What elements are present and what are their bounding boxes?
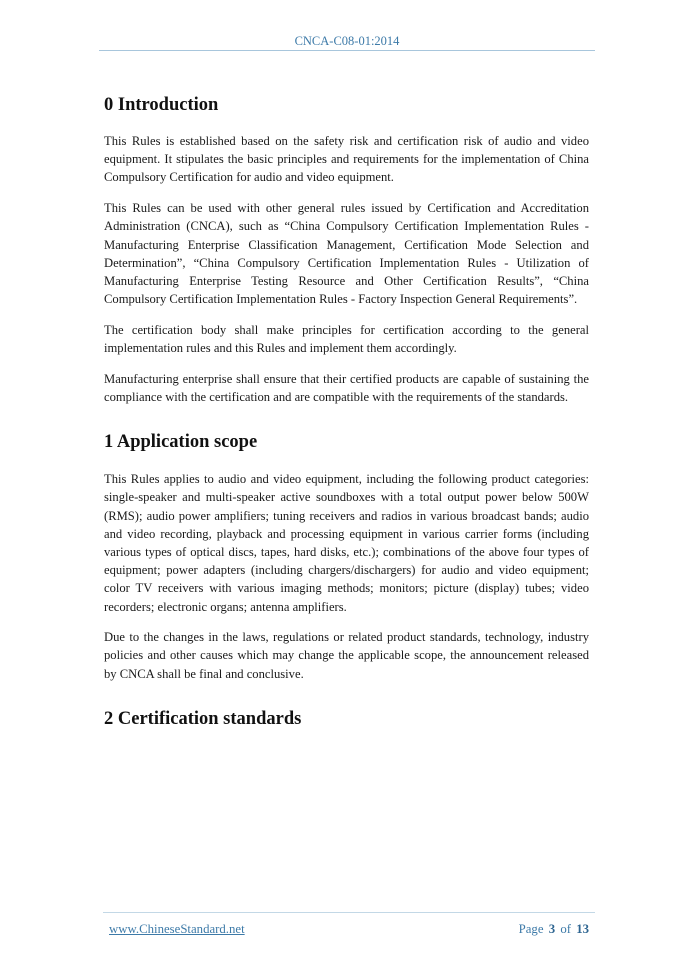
paragraph: This Rules is established based on the safety risk and certification risk of audio and video equipment. It stipulates the basic principles and requirements for the implementation of China Compulsory Certification for audio and video equipment. bbox=[104, 134, 589, 185]
paragraph: The certification body shall make principles for certification according to the general implementation rules and this Rules and implement them accordingly. bbox=[104, 322, 589, 356]
section-introduction bbox=[104, 93, 589, 406]
section-certification-standards bbox=[104, 707, 589, 731]
header-doc-code: CNCA-C08-01:2014 bbox=[294, 34, 400, 48]
paragraph: Manufacturing enterprise shall ensure that their certified products are capable of sustaining the compliance with the certification and are compatible with the requirements of the standards. bbox=[104, 371, 589, 404]
header-divider bbox=[99, 50, 595, 51]
website-link[interactable]: www.ChineseStandard.net bbox=[109, 922, 245, 936]
of-label: of bbox=[560, 922, 571, 936]
page-label: Page bbox=[518, 922, 544, 936]
section-heading: 2 Certification standards bbox=[104, 708, 302, 729]
paragraph: This Rules applies to audio and video equipment, including the following product categories: single-speaker and multi-speaker active soundboxes with a total output power below 500W (RMS); audio power amplifiers; tuning receivers and radios in various broadcast bands; audio and video recording, playback and processing equipment in various carrier forms (including various types of optical discs, tapes, hard disks, etc.); combinations of the above four types of equipment; power adapters (including chargers/dischargers) for audio and video equipment; color TV receivers with various imaging methods; monitors; picture (display) tubes; video recorders; electronic organs; antenna amplifiers. bbox=[104, 472, 589, 614]
paragraph: This Rules can be used with other general rules issued by Certification and Accreditation Administration (CNCA), such as “China Compulsory Certification Implementation Rules - Manufacturing Enterprise Classification Management, Certification Mode Selection and Determination”, “China Compulsory Certification Implementation Rules - Utilization of Manufacturing Enterprise Testing Resource and Other Certification Results”, “China Compulsory Certification Implementation Rules - Factory Inspection General Requirements”. bbox=[104, 201, 589, 307]
paragraph: Due to the changes in the laws, regulations or related product standards, technology, industry policies and other causes which may change the applicable scope, the announcement released by CNCA shall be final and conclusive. bbox=[104, 630, 589, 681]
section-application-scope bbox=[104, 430, 589, 683]
section-heading: 0 Introduction bbox=[104, 95, 219, 115]
page-content bbox=[104, 93, 589, 747]
page-total: 13 bbox=[576, 922, 589, 936]
section-heading: 1 Application scope bbox=[104, 432, 258, 453]
footer-divider bbox=[103, 912, 595, 913]
page-indicator bbox=[517, 922, 589, 937]
page-current: 3 bbox=[548, 922, 556, 936]
